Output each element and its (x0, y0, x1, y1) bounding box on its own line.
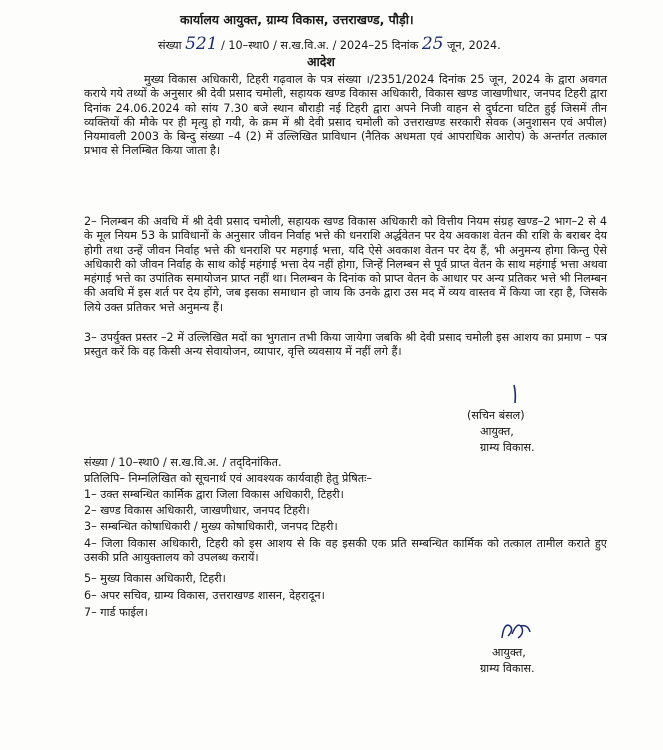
ref-middle: / 10–स्था0 / स.ख.वि.अ. / 2024–25 दिनांक (221, 39, 419, 52)
copy-item: 1– उक्त सम्बन्धित कार्मिक द्वारा जिला विकास अधिकारी, टिहरी। (84, 488, 344, 501)
copy-item: 6– अपर सचिव, ग्राम्य विकास, उत्तराखण्ड शासन, देहरादून। (84, 589, 325, 602)
copy-item: 4– जिला विकास अधिकारी, टिहरी को इस आशय से कि वह इसकी एक प्रति सम्बन्धित कार्मिक को तत्काल तामील कराते हुए उसकी प्रति आयुक्तालय को उपलब्ध करायें। (84, 537, 607, 565)
reference-number (158, 34, 501, 54)
paragraph-1: मुख्य विकास अधिकारी, टिहरी गढ़वाल के पत्र संख्या ।/2351/2024 दिनांक 25 जून, 2024 के द्वारा अवगत कराये गये तथ्यों के अनुसार श्री देवी प्रसाद चमोली, सहायक खण्ड विकास अधिकारी, विकास खण्ड जाखणीधार, जनपद टिहरी द्वारा दिनांक 24.06.2024 को सांय 7.30 बजे स्थान बौराड़ी नई टिहरी द्वारा अपने निजी वाहन से दुर्घटना घटित हुई जिसमें तीन व्यक्तियों की मौके पर ही मृत्यु हो गयी, के क्रम में श्री देवी प्रसाद चमोली को उत्तराखण्ड सरकारी सेवक (अनुशासन एवं अपील) नियमावली 2003 के बिन्दु संख्या –4 (2) में उल्लिखित प्राविधान (नैतिक अधमता एवं आपराधिक आरोप) के अन्तर्गत तत्काल प्रभाव से निलम्बित किया जाता है। (84, 73, 607, 158)
copy-item: 3– सम्बन्धित कोषाधिकारी / मुख्य कोषाधिकारी, जनपद टिहरी। (84, 520, 338, 533)
signature-mark (505, 383, 525, 405)
copy-item: 2– खण्ड विकास अधिकारी, जाखणीधार, जनपद टिहरी। (84, 504, 310, 517)
paragraph-3: 3– उपर्युक्त प्रस्तर –2 में उल्लिखित मदों का भुगतान तभी किया जायेगा जबकि श्री देवी प्रसाद चमोली इस आशय का प्रमाण – पत्र प्रस्तुत करें कि वह किसी अन्य सेवायोजन, व्यापार, वृत्ति व्यवसाय में नहीं लगे हैं। (84, 331, 607, 359)
signatory-office: ग्राम्य विकास. (480, 441, 535, 454)
handwritten-signature-icon (496, 618, 536, 644)
office-title: कार्यालय आयुक्त, ग्राम्य विकास, उत्तराखण्ड, पौड़ी। (180, 12, 414, 27)
ref-suffix: जून, 2024. (447, 39, 501, 52)
ref-date-handwritten: 25 (421, 34, 444, 54)
signatory-designation: आयुक्त, (480, 425, 514, 438)
copy-reference-line: संख्या / 10–स्था0 / स.ख.वि.अ. / तद्‌दिनांकित. (84, 456, 282, 469)
signatory-name: (सचिन बंसल) (467, 409, 525, 422)
copy-item: 7– गार्ड फाईल। (84, 606, 148, 619)
signatory-2-office: ग्राम्य विकास. (480, 662, 535, 675)
paragraph-2: 2– निलम्बन की अवधि में श्री देवी प्रसाद चमोली, सहायक खण्ड विकास अधिकारी को वित्तीय नियम संग्रह खण्ड–2 भाग–2 से 4 के मूल नियम 53 के प्राविधानों के अनुसार जीवन निर्वाह भत्ते की धनराशि अर्द्धवेतन पर देय अवकाश वेतन की राशि के बराबर देय होगी तथा उन्हें जीवन निर्वाह भत्ते की धनराशि पर महगाई भत्ता, यदि ऐसे अवकाश वेतन पर देय हैं, भी अनुमन्य होगा किन्तु ऐसे अधिकारी को जीवन निर्वाह के साथ कोई महंगाई भत्ता देय नहीं होगा, जिन्हें निलम्बन से पूर्व प्राप्त वेतन के साथ महंगाई भत्ता अथवा महंगाई भत्ते का उपांतिक समायोजन प्राप्त नहीं था। निलम्बन के दिनांक को प्राप्त वेतन के आधार पर अन्य प्रतिकर भत्ते भी निलम्बन की अवधि में इस शर्त पर देय होंगे, जब इसका समाधान हो जाय कि उनके द्वारा उस मद में व्यय वास्तव में किया जा रहा है, जिसके लिये उक्त प्रतिकर भत्ते अनुमन्य हैं। (84, 215, 607, 314)
signatory-2-designation: आयुक्त, (492, 646, 526, 659)
signature-2-mark (496, 618, 536, 644)
ref-number-handwritten: 521 (185, 34, 218, 54)
copy-item: 5– मुख्य विकास अधिकारी, टिहरी। (84, 572, 226, 585)
copy-intro: प्रतिलिपि– निम्नलिखित को सूचनार्थ एवं आवश्यक कार्यवाही हेतु प्रेषितः– (84, 472, 372, 485)
order-heading: आदेश (307, 54, 335, 69)
signature-stroke-icon (505, 383, 525, 405)
ref-prefix: संख्या (158, 39, 182, 52)
